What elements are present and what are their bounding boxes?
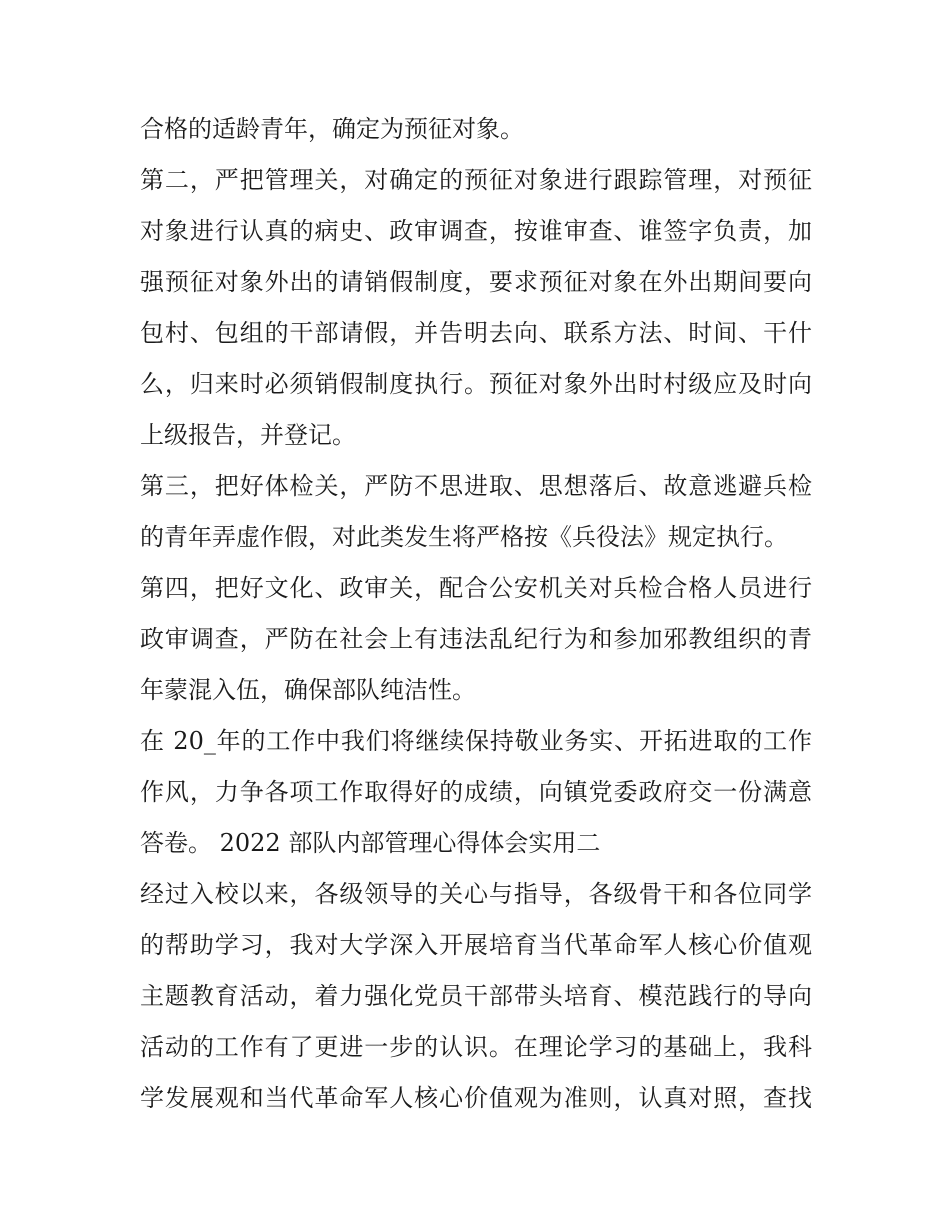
text-line: 么，归来时必须销假制度执行。预征对象外出时村级应及时向 xyxy=(140,370,812,398)
text-line: 经过入校以来，各级领导的关心与指导，各级骨干和各位同学 xyxy=(140,880,812,908)
text-line: 上级报告，并登记。 xyxy=(140,421,356,449)
text-line: 政审调查，严防在社会上有违法乱纪行为和参加邪教组织的青 xyxy=(140,625,812,653)
text-line: 活动的工作有了更进一步的认识。在理论学习的基础上，我科 xyxy=(140,1033,812,1061)
text-line: 年蒙混入伍，确保部队纯洁性。 xyxy=(140,676,476,704)
text-line: 学发展观和当代革命军人核心价值观为准则，认真对照，查找 xyxy=(140,1084,812,1112)
text-line: 合格的适龄青年，确定为预征对象。 xyxy=(140,115,524,143)
text-line: 强预征对象外出的请销假制度，要求预征对象在外出期间要向 xyxy=(140,268,812,296)
text-line: 的帮助学习，我对大学深入开展培育当代革命军人核心价值观 xyxy=(140,931,812,959)
text-line: 第二，严把管理关，对确定的预征对象进行跟踪管理，对预征 xyxy=(140,166,812,194)
text-line: 第三，把好体检关，严防不思进取、思想落后、故意逃避兵检 xyxy=(140,472,812,500)
document-body xyxy=(140,104,812,1124)
text-line: 作风，力争各项工作取得好的成绩，向镇党委政府交一份满意 xyxy=(140,778,812,806)
text-line: 对象进行认真的病史、政审调查，按谁审查、谁签字负责，加 xyxy=(140,217,812,245)
text-line: 在 20_年的工作中我们将继续保持敬业务实、开拓进取的工作 xyxy=(140,727,812,755)
text-line: 的青年弄虚作假，对此类发生将严格按《兵役法》规定执行。 xyxy=(140,523,788,551)
text-line: 第四，把好文化、政审关，配合公安机关对兵检合格人员进行 xyxy=(140,574,812,602)
text-line: 答卷。 2022 部队内部管理心得体会实用二 xyxy=(140,829,601,857)
text-line: 主题教育活动，着力强化党员干部带头培育、模范践行的导向 xyxy=(140,982,812,1010)
text-line: 包村、包组的干部请假，并告明去向、联系方法、时间、干什 xyxy=(140,319,812,347)
